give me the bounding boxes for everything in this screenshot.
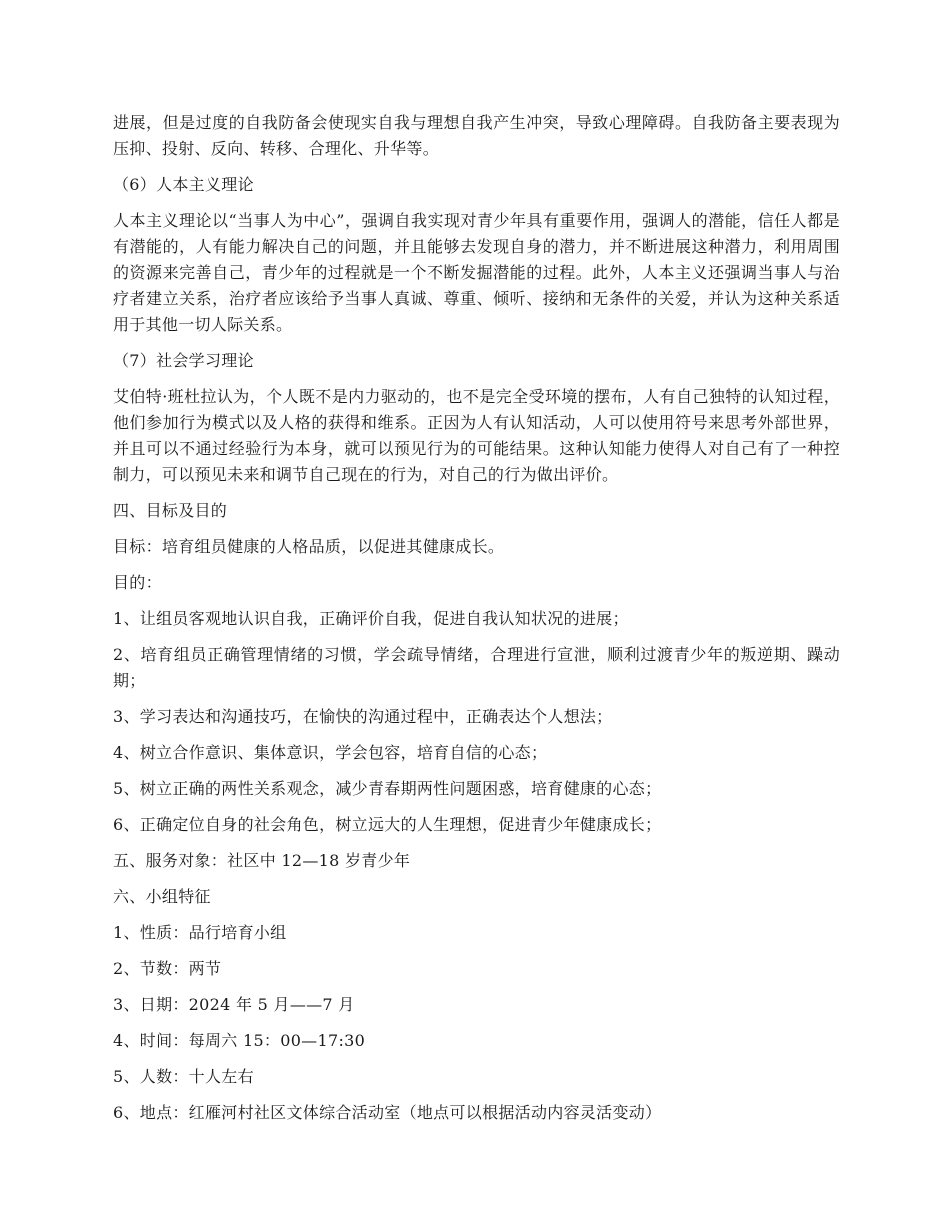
paragraph-social-learning-theory: 艾伯特·班杜拉认为，个人既不是内力驱动的，也不是完全受环境的摆布，人有自己独特的认知过程，他们参加行为模式以及人格的获得和维系。正因为人有认知活动，人可以使用符号来思考外部世界，并且可以不通过经验行为本身，就可以预见行为的可能结果。这种认知能力使得人对自己有了一种控制力，可以预见未来和调节自己现在的行为，对自己的行为做出评价。 xyxy=(113,387,840,484)
paragraph-humanistic-theory: 人本主义理论以“当事人为中心”，强调自我实现对青少年具有重要作用，强调人的潜能，信任人都是有潜能的，人有能力解决自己的问题，并且能够去发现自身的潜力，并不断进展这种潜力，利用周围的资源来完善自己，青少年的过程就是一个不断发掘潜能的过程。此外，人本主义还强调当事人与治疗者建立关系，治疗者应该给予当事人真诚、尊重、倾听、接纳和无条件的关爱，并认为这种关系适用于其他一切人际关系。 xyxy=(113,211,840,334)
feature-time: 4、时间：每周六 15：00—17:30 xyxy=(113,1031,366,1050)
objective-item-4: 4、树立合作意识、集体意识，学会包容，培育自信的心态； xyxy=(113,743,548,762)
objective-item-6: 6、正确定位自身的社会角色，树立远大的人生理想，促进青少年健康成长； xyxy=(113,815,662,834)
document-body xyxy=(113,110,840,1136)
feature-sessions: 2、节数：两节 xyxy=(113,959,222,978)
feature-dates: 3、日期：2024 年 5 月——7 月 xyxy=(113,995,355,1014)
objective-item-2: 2、培育组员正确管理情绪的习惯，学会疏导情绪，合理进行宣泄，顺利过渡青少年的叛逆期、躁动期； xyxy=(113,645,840,690)
feature-location: 6、地点：红雁河村社区文体综合活动室（地点可以根据活动内容灵活变动） xyxy=(113,1103,662,1122)
heading-humanistic-theory: （6）人本主义理论 xyxy=(113,175,254,194)
heading-social-learning-theory: （7）社会学习理论 xyxy=(113,351,254,370)
objective-item-5: 5、树立正确的两性关系观念，减少青春期两性问题困惑，培育健康的心态； xyxy=(113,779,662,798)
heading-goals-and-objectives: 四、目标及目的 xyxy=(113,501,228,520)
feature-nature: 1、性质：品行培育小组 xyxy=(113,923,287,942)
feature-headcount: 5、人数：十人左右 xyxy=(113,1067,254,1086)
objective-item-1: 1、让组员客观地认识自我，正确评价自我，促进自我认知状况的进展； xyxy=(113,609,629,628)
objectives-label: 目的： xyxy=(113,573,162,592)
goal-statement: 目标：培育组员健康的人格品质，以促进其健康成长。 xyxy=(113,537,505,556)
objective-item-3: 3、学习表达和沟通技巧，在愉快的沟通过程中，正确表达个人想法； xyxy=(113,707,613,726)
paragraph-defense-mechanisms: 进展，但是过度的自我防备会使现实自我与理想自我产生冲突，导致心理障碍。自我防备主要表现为压抑、投射、反向、转移、合理化、升华等。 xyxy=(113,113,840,158)
heading-group-features: 六、小组特征 xyxy=(113,887,211,906)
heading-service-target: 五、服务对象：社区中 12—18 岁青少年 xyxy=(113,851,411,870)
